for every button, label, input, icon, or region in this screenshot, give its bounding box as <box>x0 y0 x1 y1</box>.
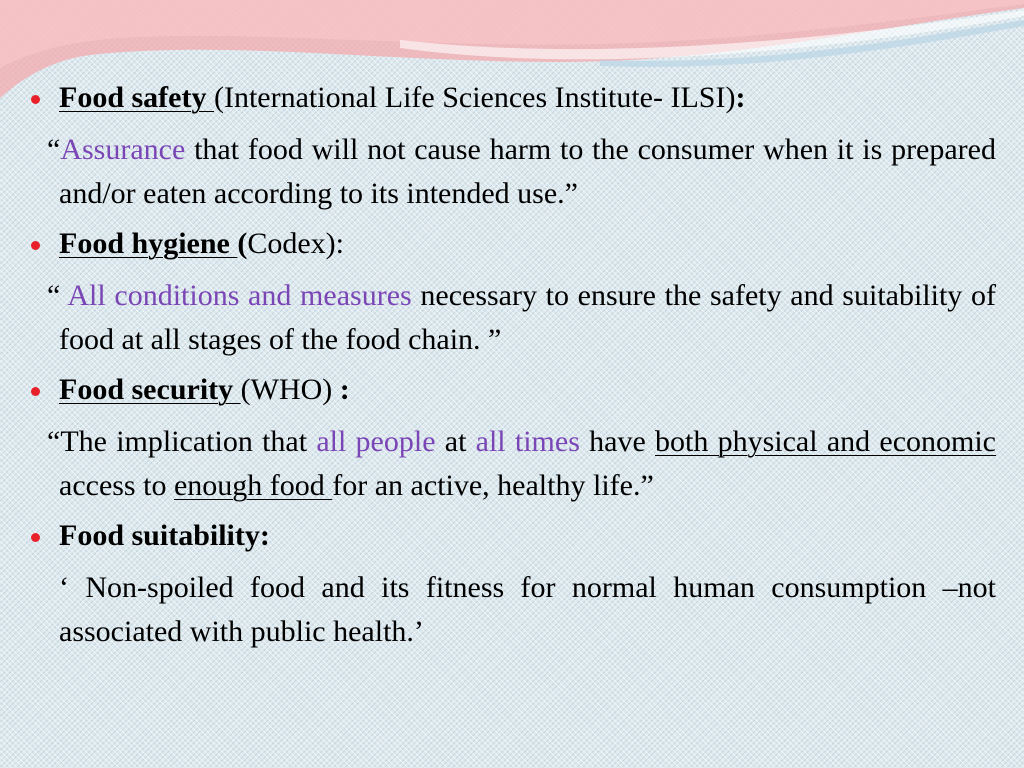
text-rest: that food will not cause harm to the consumer when it is prepared and/or eaten according to its intended use.” <box>59 133 996 210</box>
text-segment: access to <box>59 469 174 502</box>
definition-heading <box>28 76 996 120</box>
quote-open: “ <box>47 133 61 166</box>
source: (WHO) <box>240 373 340 406</box>
definition-text: ‘ Non-spoiled food and its fitness for normal human consumption –not associated with public health.’ <box>59 571 996 648</box>
definition-text <box>28 128 996 216</box>
definition-food-suitability <box>28 514 996 654</box>
highlight-text: All conditions and measures <box>67 279 412 312</box>
source-close: ) <box>725 81 736 114</box>
bullet-icon <box>31 95 40 104</box>
underlined-text: both physical and economic <box>655 425 996 458</box>
term: Food security <box>59 373 241 406</box>
term: Food hygiene <box>59 227 238 260</box>
text-open: “The implication that <box>47 425 317 458</box>
highlight-text: Assurance <box>60 133 186 166</box>
quote-open: “ <box>47 279 68 312</box>
text-segment: for an active, healthy life.” <box>332 469 654 502</box>
definition-food-safety <box>28 76 996 216</box>
source: Codex): <box>247 227 345 260</box>
text-segment: at <box>435 425 476 458</box>
slide-content <box>28 76 996 660</box>
term: Food safety <box>59 81 214 114</box>
bullet-icon <box>31 387 40 396</box>
bullet-icon <box>31 533 40 542</box>
text-rest: necessary to ensure the safety and suitability of food at all stages of the food chain. ” <box>59 279 996 356</box>
definition-text <box>28 274 996 362</box>
text-segment: have <box>579 425 656 458</box>
source-open: ( <box>213 81 224 114</box>
underlined-text: enough food <box>173 469 333 502</box>
source-open: ( <box>237 227 248 260</box>
definition-text <box>28 420 996 508</box>
definition-food-hygiene <box>28 222 996 362</box>
source: International Life Sciences Institute- ILSI <box>223 81 726 114</box>
colon: : <box>735 81 746 114</box>
definition-food-security <box>28 368 996 508</box>
bullet-icon <box>31 241 40 250</box>
term: Food suitability: <box>59 519 270 552</box>
definition-heading <box>28 222 996 266</box>
colon: : <box>339 373 350 406</box>
definition-heading <box>28 368 996 412</box>
highlight-text: all people <box>316 425 436 458</box>
definition-heading <box>28 514 996 558</box>
highlight-text: all times <box>475 425 580 458</box>
